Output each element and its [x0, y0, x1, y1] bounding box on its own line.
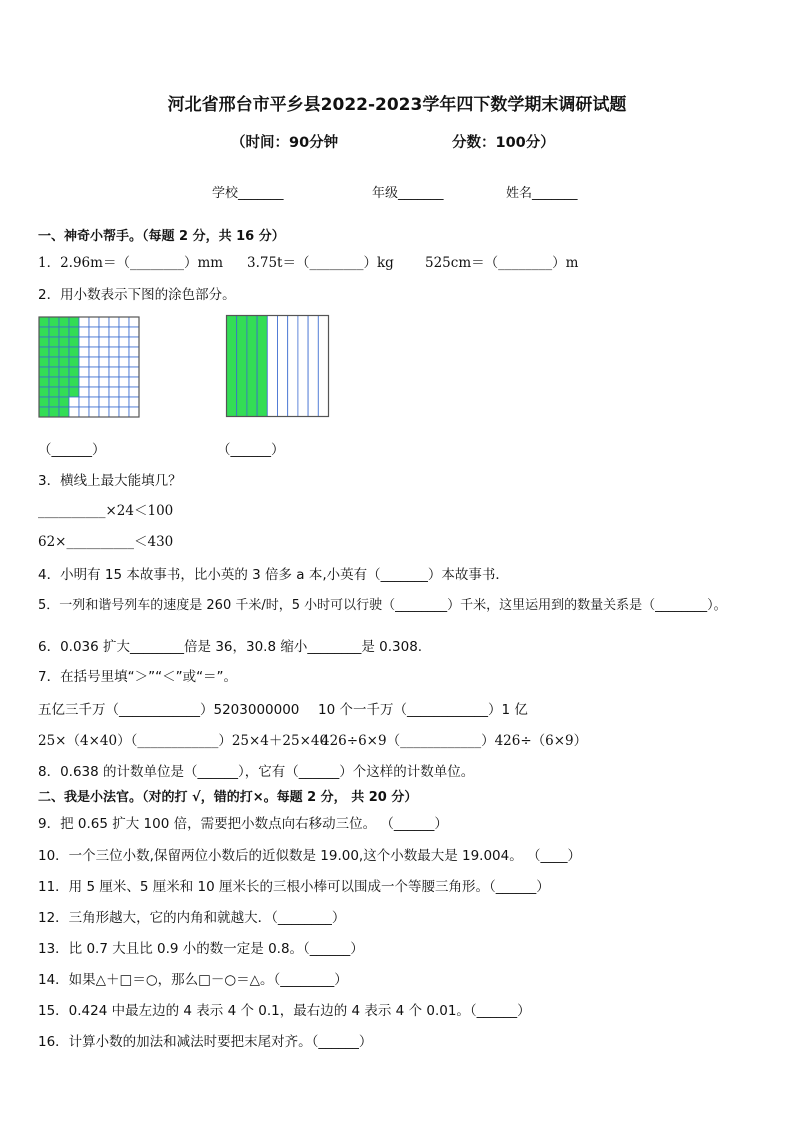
q1-part-a[interactable]: 1．2.96m＝（________）mm: [38, 255, 224, 271]
grid-cell: [129, 317, 139, 327]
strip: [278, 316, 288, 417]
shaded-strip: [247, 316, 257, 417]
grid-cell: [119, 317, 129, 327]
grid-cell: [119, 377, 129, 387]
grid-cell: [79, 337, 89, 347]
q1-part-b[interactable]: 3.75t＝（________）kg: [247, 255, 394, 271]
judge-item[interactable]: 11．用 5 厘米、5 厘米和 10 厘米长的三根小棒可以围成一个等腰三角形。（______）: [38, 879, 550, 895]
grid-cell: [109, 347, 119, 357]
shaded-cell: [59, 357, 69, 367]
grid-cell: [79, 347, 89, 357]
q5-text[interactable]: 5．一列和谐号列车的速度是 260 千米/时，5 小时可以行驶（________）千米，这里运用到的数量关系是（________）。: [38, 598, 727, 613]
shaded-cell: [49, 397, 59, 407]
shaded-cell: [49, 407, 59, 417]
exam-score: 分数：100分）: [452, 135, 555, 151]
q7-row2-b[interactable]: 426÷6×9（____________）426÷（6×9）: [321, 733, 588, 749]
grid-cell: [129, 387, 139, 397]
grid-cell: [129, 397, 139, 407]
grid-cell: [99, 337, 109, 347]
grid-cell: [99, 407, 109, 417]
shaded-cell: [49, 347, 59, 357]
grade-field[interactable]: 年级_______: [372, 186, 444, 201]
q7-row1-a[interactable]: 五亿三千万（____________）5203000000: [38, 702, 300, 718]
exam-time: （时间：90分钟: [231, 135, 339, 151]
grid-cell: [79, 387, 89, 397]
grid-cell: [79, 407, 89, 417]
section2-heading: 二、我是小法官。（对的打 √，错的打×。每题 2 分， 共 20 分）: [38, 790, 418, 805]
grid-cell: [89, 337, 99, 347]
shaded-cell: [59, 397, 69, 407]
shaded-cell: [39, 397, 49, 407]
grid-cell: [79, 317, 89, 327]
grid-cell: [119, 347, 129, 357]
shaded-cell: [69, 317, 79, 327]
judge-item[interactable]: 10．一个三位小数,保留两位小数后的近似数是 19.00,这个小数最大是 19.004。 （____）: [38, 848, 582, 864]
shaded-cell: [59, 377, 69, 387]
grid-cell: [119, 407, 129, 417]
grid-cell: [69, 397, 79, 407]
grid-cell: [109, 317, 119, 327]
grid-cell: [99, 327, 109, 337]
shaded-cell: [49, 317, 59, 327]
shaded-cell: [39, 347, 49, 357]
strip: [298, 316, 308, 417]
grid-cell: [79, 377, 89, 387]
shaded-cell: [39, 337, 49, 347]
grid-cell: [79, 327, 89, 337]
judge-item[interactable]: 15．0.424 中最左边的 4 表示 4 个 0.1，最右边的 4 表示 4 个 0.01。（______）: [38, 1003, 531, 1019]
shaded-cell: [69, 377, 79, 387]
grid-cell: [99, 317, 109, 327]
grid-cell: [99, 387, 109, 397]
grid-cell: [109, 387, 119, 397]
grid-cell: [99, 377, 109, 387]
shaded-cell: [59, 337, 69, 347]
shaded-cell: [39, 317, 49, 327]
grid-cell: [89, 357, 99, 367]
shaded-cell: [49, 357, 59, 367]
q4-text[interactable]: 4．小明有 15 本故事书，比小英的 3 倍多 a 本,小英有（_______）本故事书．: [38, 567, 509, 583]
grid-cell: [129, 327, 139, 337]
shaded-cell: [59, 327, 69, 337]
grid-cell: [119, 397, 129, 407]
section1-heading: 一、神奇小帮手。（每题 2 分，共 16 分）: [38, 229, 285, 244]
strip: [318, 316, 328, 417]
grid-cell: [89, 387, 99, 397]
grid-cell: [119, 337, 129, 347]
strip: [288, 316, 298, 417]
shaded-cell: [69, 367, 79, 377]
shaded-cell: [69, 357, 79, 367]
shaded-cell: [59, 317, 69, 327]
shaded-cell: [59, 407, 69, 417]
q7-row2-a[interactable]: 25×（4×40）（____________）25×4＋25×40: [38, 733, 329, 749]
grid-cell: [89, 397, 99, 407]
shaded-cell: [49, 377, 59, 387]
strip: [308, 316, 318, 417]
grid-cell: [109, 367, 119, 377]
judge-item[interactable]: 16．计算小数的加法和减法时要把末尾对齐。（______）: [38, 1034, 373, 1050]
grid-cell: [89, 407, 99, 417]
shaded-strip: [257, 316, 267, 417]
grid-cell: [89, 327, 99, 337]
grid-cell: [129, 337, 139, 347]
grid-cell: [89, 367, 99, 377]
grid-cell: [89, 347, 99, 357]
q3-part-a[interactable]: __________×24＜100: [38, 503, 174, 519]
grid-cell: [99, 367, 109, 377]
hundred-grid-figure: [38, 316, 140, 418]
q3-part-b[interactable]: 62×__________＜430: [38, 534, 174, 550]
grid-cell: [69, 407, 79, 417]
shaded-cell: [39, 357, 49, 367]
q2-text: 2．用小数表示下图的涂色部分。: [38, 287, 236, 303]
shaded-cell: [69, 347, 79, 357]
shaded-cell: [49, 367, 59, 377]
judge-item[interactable]: 9．把 0.65 扩大 100 倍，需要把小数点向右移动三位。 （______）: [38, 816, 448, 832]
shaded-strip: [237, 316, 247, 417]
grid-cell: [119, 327, 129, 337]
grid-cell: [99, 397, 109, 407]
q1-part-c[interactable]: 525cm＝（________）m: [425, 255, 579, 271]
shaded-cell: [69, 327, 79, 337]
grid-cell: [129, 357, 139, 367]
grid-cell: [129, 407, 139, 417]
q7-text: 7．在括号里填“＞”“＜”或“＝”。: [38, 669, 238, 685]
q2-answer-a[interactable]: （______）: [38, 442, 106, 458]
grid-cell: [79, 367, 89, 377]
grid-cell: [129, 347, 139, 357]
shaded-cell: [39, 327, 49, 337]
grid-cell: [109, 357, 119, 367]
grid-cell: [109, 337, 119, 347]
shaded-cell: [49, 337, 59, 347]
shaded-cell: [39, 407, 49, 417]
strip: [267, 316, 277, 417]
grid-cell: [99, 357, 109, 367]
grid-cell: [119, 387, 129, 397]
shaded-cell: [39, 377, 49, 387]
q8-text[interactable]: 8．0.638 的计数单位是（______），它有（______）个这样的计数单位。: [38, 764, 475, 780]
grid-cell: [89, 377, 99, 387]
grid-cell: [129, 367, 139, 377]
grid-cell: [129, 377, 139, 387]
grid-cell: [99, 347, 109, 357]
shaded-cell: [69, 337, 79, 347]
judge-item[interactable]: 14．如果△＋□＝○，那么□－○＝△。（________）: [38, 972, 348, 988]
page-title: 河北省邢台市平乡县2022-2023学年四下数学期末调研试题: [167, 95, 627, 115]
grid-cell: [109, 407, 119, 417]
judge-item[interactable]: 13．比 0.7 大且比 0.9 小的数一定是 0.8。（______）: [38, 941, 364, 957]
grid-cell: [119, 367, 129, 377]
q7-row1-b[interactable]: 10 个一千万（____________）1 亿: [318, 702, 528, 718]
grid-cell: [109, 397, 119, 407]
shaded-cell: [49, 387, 59, 397]
shaded-cell: [59, 367, 69, 377]
name-field[interactable]: 姓名_______: [506, 186, 578, 201]
grid-cell: [109, 327, 119, 337]
shaded-cell: [39, 367, 49, 377]
grid-cell: [79, 357, 89, 367]
shaded-cell: [59, 387, 69, 397]
shaded-cell: [69, 387, 79, 397]
grid-cell: [89, 317, 99, 327]
shaded-strip: [227, 316, 237, 417]
school-field[interactable]: 学校_______: [212, 186, 284, 201]
tenths-strip-figure: [225, 314, 330, 419]
q2-answer-b[interactable]: （______）: [217, 442, 285, 458]
grid-cell: [119, 357, 129, 367]
shaded-cell: [49, 327, 59, 337]
judge-item[interactable]: 12．三角形越大，它的内角和就越大．（________）: [38, 910, 346, 926]
shaded-cell: [59, 347, 69, 357]
q3-text: 3．横线上最大能填几？: [38, 473, 182, 489]
q6-text[interactable]: 6．0.036 扩大________倍是 36，30.8 缩小________是 0.308.: [38, 639, 423, 655]
grid-cell: [79, 397, 89, 407]
grid-cell: [109, 377, 119, 387]
shaded-cell: [39, 387, 49, 397]
